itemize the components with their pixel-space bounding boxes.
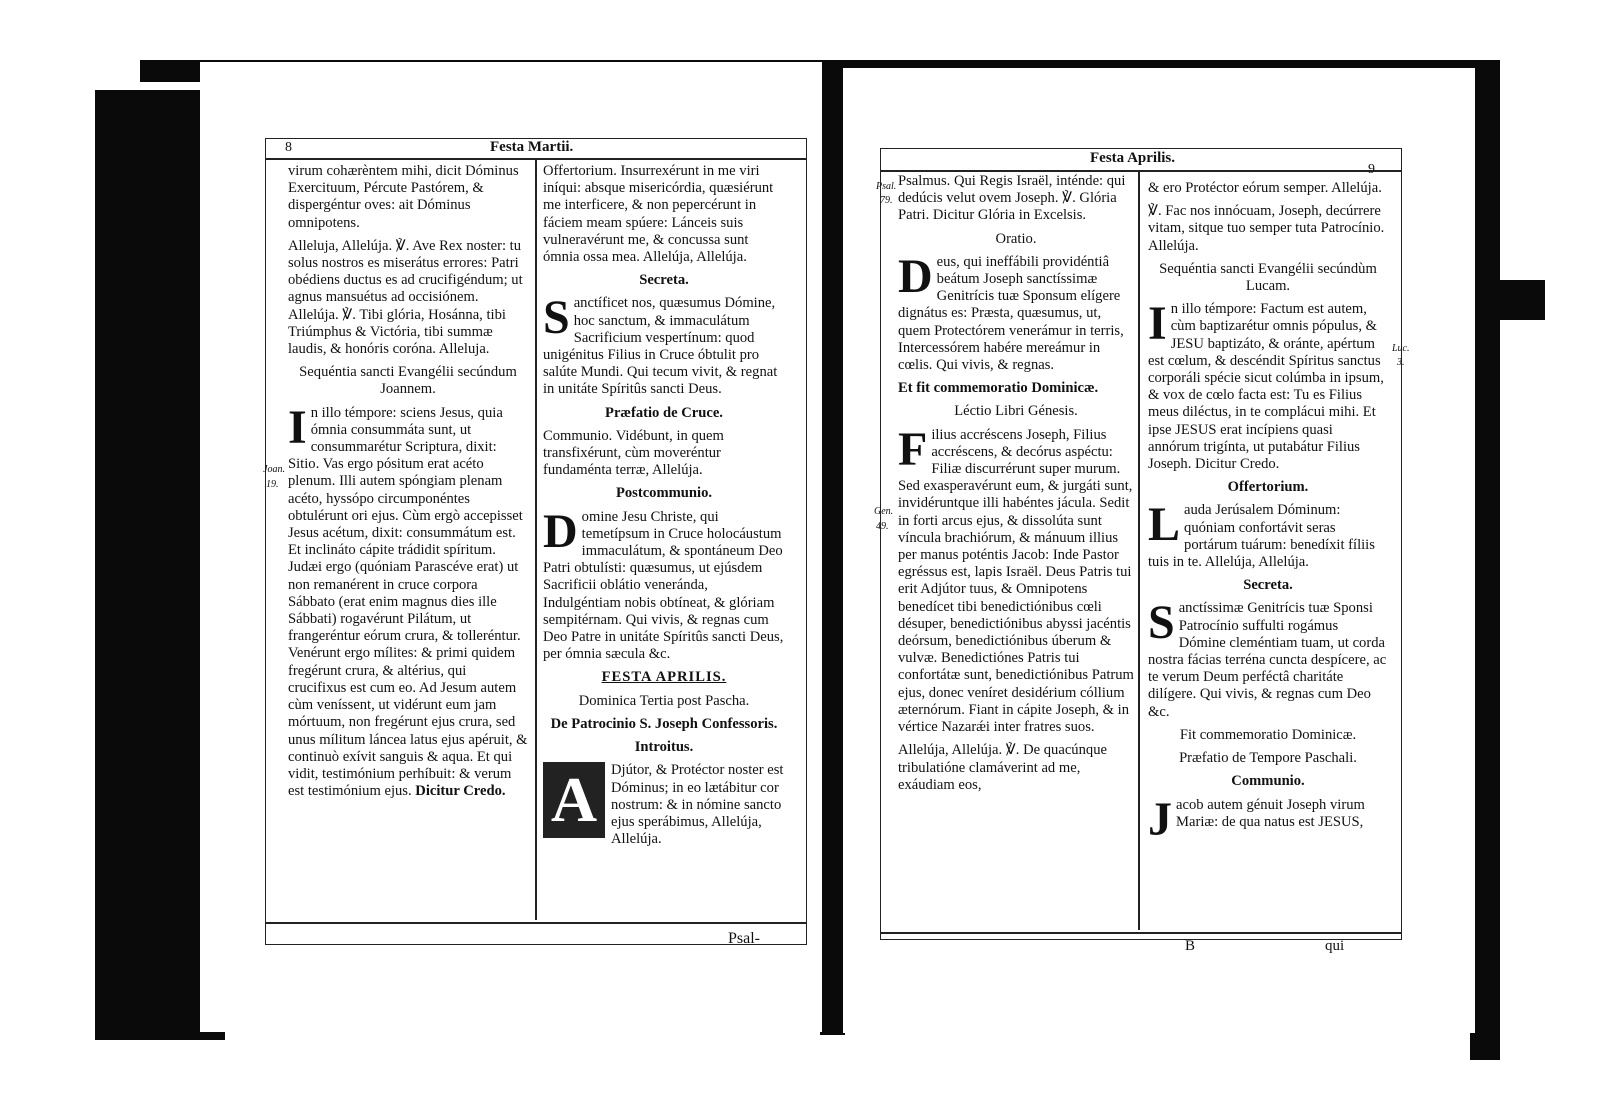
right-signature: B — [1185, 938, 1196, 954]
section-heading: Secreta. — [639, 272, 689, 289]
left-margin-note: 19. — [266, 479, 279, 490]
drop-cap: I — [288, 400, 307, 454]
paragraph: Communio. Vidébunt, in quem transfixérunt, cùm moveréntur fundaménta terræ, Allelúja. — [543, 427, 724, 479]
section-heading: Secreta. — [1243, 577, 1293, 594]
section-heading: Præfatio de Cruce. — [605, 404, 723, 421]
paragraph: ℣. Fac nos innócuam, Joseph, decúrrere vitam, sitque tuo semper tuta Patrocínio. Allelúja. — [1148, 203, 1385, 254]
right-margin-note: 3. — [1397, 357, 1405, 368]
secreta-text: anctíssimæ Genitrícis tuæ Sponsi Patrocínio suffulti rogámus Dómine cleméntiam tuam, ut corda nostra fácias terréna cuncta despícere, ac te verum Deum perféctâ charitáte dilígere. Qui vivis, & regnas cum Deo &c. — [1148, 600, 1387, 720]
paragraph: Allelúja, Allelúja. ℣. De quacúnque tribulatióne clamáverint ad me, exáudiam eos, — [898, 742, 1107, 793]
right-margin-note: Luc. — [1392, 343, 1410, 354]
drop-cap: L — [1148, 498, 1181, 552]
left-column-1 — [288, 163, 528, 918]
drop-cap: J — [1148, 792, 1172, 846]
book-spine — [820, 60, 845, 1035]
postcommunio-text: omine Jesu Christe, qui temetípsum in Cruce holocáustum immaculátum, & spontáneum Deo Patri obtulísti: quæsumus, ut ejúsdem Sacrificii oblátio veneránda, Indulgéntiam nobis obtíneat, & glóriam sempitérnam. Qui vivis, & regnas cum Deo Patre in unitáte Spíritûs sancti Deus, per ómnia sæcula &c. — [543, 508, 784, 663]
paragraph — [543, 291, 785, 398]
drop-cap: D — [898, 249, 933, 303]
section-heading: Sequéntia sancti Evangélii secúndùm Lucam. — [1159, 260, 1377, 295]
right-header-rule — [880, 170, 1402, 172]
paragraph: virum cohærèntem mihi, dicit Dóminus Exercituum, Pércute Pastórem, & dispergéntur oves: ait Dóminus omnipotens. — [288, 163, 519, 231]
drop-cap: S — [1148, 596, 1175, 650]
section-heading: Offertorium. — [1227, 479, 1309, 496]
left-page-number: 8 — [285, 140, 292, 155]
section-heading: Oratio. — [995, 230, 1037, 247]
paragraph: Psalmus. Qui Regis Israël, inténde: qui dedúcis velut ovem Joseph. ℣. Glória Patri. Dicitur Glória in Excelsis. — [898, 173, 1126, 224]
right-column-divider — [1138, 170, 1140, 930]
right-margin-note: Gen. — [874, 506, 894, 517]
left-column-divider — [535, 160, 537, 920]
section-heading: Introitus. — [634, 739, 694, 756]
right-footer-rule — [880, 932, 1402, 934]
section-heading: Postcommunio. — [615, 485, 713, 502]
right-margin-note: Psal. — [876, 181, 897, 192]
left-column-2 — [543, 163, 785, 918]
gospel-text: n illo témpore: sciens Jesus, quia ómnia consummáta sunt, ut consummarétur Scriptura, dixit: Sitio. Vas ergo pósitum erat acéto plenum. Illi autem spóngiam plenam acéto, hyssópo circumponéntes obtulérunt ori ejus. Cùm ergò accepisset Jesus acétum, dixit: consummátum est. Et inclináto cápite trádidit spíritum. Judæi ergo (quóniam Parascéve erat) ut non remanérent in cruce corpora Sábbato (erat enim magnus dies ille Sábbati) rogavérunt Pilátum, ut frangeréntur eórum crura, & tolleréntur. Venérunt ergo mílites: & primi quidem fregérunt crura, & altérius, qui crucifixus est cum eo. Ad Jesum autem cùm veníssent, ut vidérunt eum jam mórtuum, non fregérunt ejus crura, sed unus mílitum láncea latus ejus apéruit, & continuò exívit sanguis & aqua. Et qui vidit, testimónium perhíbuit: & verum est testimónium ejus. — [288, 404, 528, 800]
drop-cap: F — [898, 422, 928, 476]
left-header-rule — [265, 158, 807, 160]
paragraph: Offertorium. Insurrexérunt in me viri iníqui: absque misericórdia, quæsiérunt me interficere, & non pepercérunt in fáciem meam spúere: Lánceis suis vulneravérunt me, & concussa sunt ómnia ossa mea. Allelúja, Allelúja. — [543, 163, 774, 266]
feast-subtitle: De Patrocinio S. Joseph Confessoris. — [550, 715, 778, 732]
paragraph — [1148, 792, 1388, 846]
gospel-text: n illo témpore: Factum est autem, cùm baptizarétur omnis pópulus, & JESU baptizáto, & oránte, apértum est cœlum, & descéndit Spíritus sanctus corporáli spécie sicut colúmba in ipsum, & vox de cœlo facta est: Tu es Filius meus diléctus, in te complácui mihi. Et ipse JESUS erat incípiens quasi annórum trigínta, ut putabátur Filius Joseph. Dicitur Credo. — [1148, 301, 1384, 473]
right-margin-note: 79. — [880, 195, 893, 206]
right-running-head: Festa Aprilis. — [1090, 150, 1175, 166]
paragraph — [1148, 297, 1388, 473]
introitus-text: Djútor, & Protéctor noster est Dóminus; in eo lætábitur cor nostrum: & in nómine sancto ejus sperábimus, Allelúja, Allelúja. — [611, 762, 784, 848]
secreta-text: anctíficet nos, quæsumus Dómine, hoc sanctum, & immaculátum Sacrificium vespertínum: quod unigénitus Filius in Cruce óbtulit pro salúte Mundi. Qui tecum vivit, & regnat in unitáte Spíritûs sancti Deus. — [543, 295, 778, 398]
paragraph — [898, 422, 1134, 737]
right-page-number: 9 — [1368, 162, 1375, 177]
drop-cap: S — [543, 291, 570, 345]
paragraph — [543, 762, 785, 848]
right-column-1 — [898, 173, 1134, 928]
offertorium-text: auda Jerúsalem Dóminum: quóniam confortávit seras portárum tuárum: benedíxit fíliis tuis in te. Allelúja, Allelúja. — [1148, 502, 1375, 571]
feast-title: FESTA APRILIS. — [601, 669, 727, 686]
left-margin-note: Joan. — [263, 464, 285, 475]
paragraph — [1148, 596, 1388, 720]
woodcut-initial-image: A — [543, 762, 605, 838]
rubric: Dicitur Credo. — [415, 783, 506, 800]
right-margin-note: 49. — [876, 521, 889, 532]
left-catchword: Psal- — [728, 930, 760, 947]
rubric: Et fit commemoratio Dominicæ. — [898, 380, 1099, 397]
bookmark-ribbon — [1495, 280, 1545, 320]
paragraph — [898, 249, 1134, 374]
right-column-2 — [1148, 180, 1388, 928]
paragraph — [1148, 498, 1388, 571]
paragraph: Alleluja, Allelúja. ℣. Ave Rex noster: tu solus nostros es miserátus errores: Patri obédiens ductus es ad crucifigéndum; ut agnus mansuétus ad occisiónem. Allelúja. ℣. Tibi glória, Hosánna, tibi Triúmphus & Victória, tibi summæ laudis, & honóris coróna. Alleluja. — [288, 237, 523, 358]
section-heading: Communio. — [1231, 773, 1305, 790]
rubric: Fit commemoratio Dominicæ. — [1179, 726, 1357, 743]
section-heading: Sequéntia sancti Evangélii secúndum Joannem. — [299, 364, 517, 398]
drop-cap: D — [543, 504, 578, 558]
section-heading: Léctio Libri Génesis. — [954, 403, 1078, 420]
lectio-text: ilius accréscens Joseph, Filius accréscens, & decórus aspéctu: Filiæ discurrérunt super murum. Sed exasperavérunt eum, & jurgáti sunt, invidéruntque illi habéntes jácula. Sedit in forti arcus ejus, & dissolúta sunt víncula brachiórum, & mánuum illius per manus poténtis Jacob: Inde Pastor egréssus est, lapis Israël. Deus Patris tui erit Adjútor tuus, & Omnipotens benedícet tibi benedictiónibus cœli désuper, benedictiónibus abyssi jacéntis deórsum, benedictiónibus úberum & vulvæ. Benedictiónes Patris tui confortátæ sunt, benedictiónibus Patrum ejus, donec veníret desidérium cóllium æternórum. Fiant in cápite Joseph, & in vértice Nazarǽi inter fratres suos. — [898, 426, 1134, 736]
rubric: Præfatio de Tempore Paschali. — [1179, 750, 1357, 767]
left-footer-rule — [265, 922, 807, 924]
left-running-head: Festa Martii. — [490, 139, 574, 155]
drop-cap: I — [1148, 297, 1167, 351]
right-catchword: qui — [1325, 938, 1345, 954]
paragraph: & ero Protéctor eórum semper. Allelúja. — [1148, 180, 1382, 196]
oratio-text: eus, qui ineffábili providéntiâ beátum Joseph sanctíssimæ Genitrícis tuæ Sponsum elígere dignátus es: Præsta, quæsumus, ut, quem Protectórem venerámur in terris, Intercessórem habére mereámur in cœlis. Qui vivis, & regnas. — [898, 253, 1124, 374]
paragraph — [543, 504, 785, 664]
feast-subtitle: Dominica Tertia post Pascha. — [578, 692, 750, 709]
communio-text: acob autem génuit Joseph virum Mariæ: de qua natus est JESUS, — [1176, 796, 1365, 830]
paragraph — [288, 400, 528, 801]
